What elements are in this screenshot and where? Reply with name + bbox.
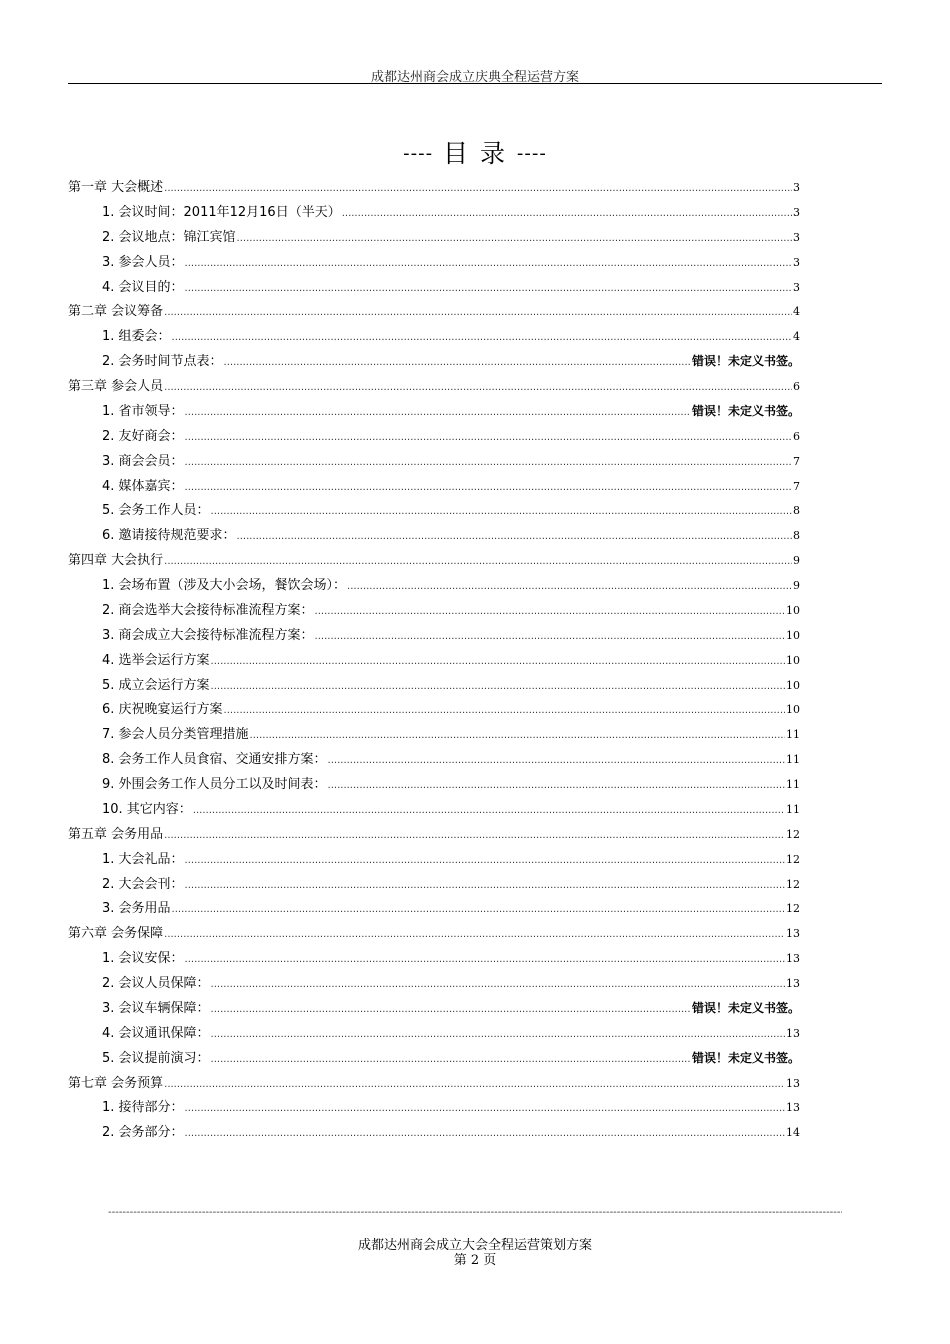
toc-dot-leader — [342, 208, 792, 219]
toc-section-entry[interactable] — [68, 251, 800, 276]
toc-section-entry[interactable] — [68, 972, 800, 997]
toc-section-entry[interactable] — [68, 599, 800, 624]
toc-dot-leader — [185, 482, 792, 493]
toc-entry-page: 13 — [786, 977, 800, 990]
toc-dot-leader — [328, 755, 785, 766]
toc-section-entry[interactable] — [68, 624, 800, 649]
toc-section-entry[interactable] — [68, 873, 800, 898]
toc-entry-page: 3 — [793, 255, 800, 269]
toc-entry-page: 10 — [786, 703, 800, 717]
toc-section-entry[interactable] — [68, 276, 800, 301]
table-of-contents — [68, 176, 800, 1146]
toc-dot-leader — [172, 332, 792, 343]
toc-dot-leader — [315, 606, 785, 617]
toc-dot-leader — [328, 780, 785, 791]
toc-entry-title: 第六章 会务保障 — [68, 926, 164, 942]
header-rule — [68, 83, 882, 84]
toc-dot-leader — [211, 681, 785, 692]
toc-entry-page: 11 — [786, 802, 800, 816]
toc-entry-page: 6 — [793, 429, 800, 443]
toc-entry-page: 8 — [793, 504, 800, 518]
toc-entry-page: 11 — [786, 753, 800, 767]
toc-section-entry[interactable] — [68, 226, 800, 251]
toc-entry-title: 2. 大会会刊： — [102, 876, 184, 892]
toc-dot-leader — [211, 1054, 691, 1065]
toc-entry-title: 1. 组委会： — [102, 329, 171, 345]
toc-entry-page: 10 — [786, 653, 800, 667]
toc-dot-leader — [211, 979, 785, 990]
toc-chapter-entry[interactable] — [68, 300, 800, 325]
toc-section-entry[interactable] — [68, 574, 800, 599]
toc-dot-leader — [224, 705, 785, 716]
toc-dot-leader — [185, 432, 792, 443]
toc-entry-title: 4. 会议通讯保障： — [102, 1025, 210, 1041]
toc-dot-leader — [185, 457, 792, 468]
toc-dot-leader — [164, 382, 792, 393]
toc-heading-text: 目 录 — [443, 139, 507, 168]
toc-entry-page: 3 — [793, 205, 800, 219]
toc-entry-page: 13 — [786, 952, 800, 966]
toc-entry-page: 12 — [786, 877, 800, 891]
toc-entry-title: 3. 会议车辆保障： — [102, 1000, 210, 1016]
toc-entry-title: 第二章 会议筹备 — [68, 304, 164, 320]
toc-entry-title: 2. 会务部分： — [102, 1125, 184, 1141]
toc-entry-page: 10 — [786, 678, 800, 692]
toc-dot-leader — [237, 233, 792, 244]
toc-entry-page: 8 — [793, 529, 800, 543]
toc-dot-leader — [185, 954, 785, 965]
toc-entry-page: 9 — [793, 554, 800, 568]
toc-entry-title: 第三章 参会人员 — [68, 379, 164, 394]
toc-section-entry[interactable] — [68, 997, 800, 1022]
toc-dot-leader — [164, 183, 792, 194]
toc-entry-page: 4 — [793, 330, 800, 344]
toc-section-entry[interactable] — [68, 524, 800, 549]
toc-dot-leader — [347, 581, 792, 592]
toc-dot-leader — [185, 407, 691, 418]
toc-entry-title: 1. 会议时间：2011年12月16日（半天） — [102, 204, 341, 220]
toc-entry-title: 第四章 大会执行 — [68, 553, 164, 569]
footer-dashed-rule — [108, 1210, 842, 1216]
toc-entry-title: 第一章 大会概述 — [68, 180, 164, 195]
toc-dot-leader — [211, 506, 792, 517]
toc-dot-leader — [193, 805, 785, 816]
page-header-title: 成都达州商会成立庆典全程运营方案 — [370, 70, 579, 85]
toc-entry-page: 3 — [793, 230, 800, 244]
toc-dot-leader — [185, 1128, 785, 1139]
toc-entry-page: 13 — [786, 1026, 800, 1040]
toc-section-entry[interactable] — [68, 325, 800, 350]
toc-entry-title: 2. 会务时间节点表： — [102, 354, 223, 370]
toc-dot-leader — [185, 258, 792, 269]
toc-entry-page: 错误！未定义书签。 — [691, 1000, 800, 1015]
toc-dot-leader — [211, 1004, 691, 1015]
toc-section-entry[interactable] — [68, 848, 800, 873]
toc-entry-page: 13 — [786, 1076, 800, 1090]
toc-entry-title: 2. 会议地点：锦江宾馆 — [102, 229, 236, 245]
toc-dot-leader — [185, 855, 785, 866]
toc-entry-title: 10. 其它内容： — [102, 801, 192, 817]
toc-section-entry[interactable] — [68, 798, 800, 823]
toc-entry-title: 1. 会场布置（涉及大小会场，餐饮会场）： — [102, 578, 347, 593]
toc-entry-title: 2. 友好商会： — [102, 428, 184, 444]
toc-section-entry[interactable] — [68, 897, 800, 922]
toc-entry-page: 7 — [793, 454, 800, 468]
toc-entry-page: 6 — [793, 380, 800, 393]
toc-section-entry[interactable] — [68, 1047, 800, 1072]
toc-entry-page: 10 — [786, 603, 800, 617]
toc-dot-leader — [185, 880, 785, 891]
toc-heading-dash-right: ---- — [516, 143, 547, 164]
toc-entry-page: 错误！未定义书签。 — [691, 403, 800, 418]
toc-section-entry[interactable] — [68, 1121, 800, 1146]
toc-dot-leader — [185, 283, 792, 294]
toc-entry-title: 1. 大会礼品： — [102, 851, 184, 867]
toc-entry-title: 1. 接待部分： — [102, 1100, 184, 1116]
toc-entry-page: 11 — [786, 728, 800, 742]
toc-section-entry[interactable] — [68, 425, 800, 450]
toc-section-entry[interactable] — [68, 947, 800, 972]
toc-section-entry[interactable] — [68, 649, 800, 674]
toc-entry-title: 9. 外围会务工作人员分工以及时间表： — [102, 777, 327, 792]
toc-section-entry[interactable] — [68, 723, 800, 748]
toc-entry-title: 7. 参会人员分类管理措施 — [102, 727, 249, 743]
toc-entry-page: 14 — [786, 1126, 800, 1140]
toc-section-entry[interactable] — [68, 1096, 800, 1121]
toc-section-entry[interactable] — [68, 400, 800, 425]
toc-chapter-entry[interactable] — [68, 823, 800, 848]
toc-section-entry[interactable] — [68, 773, 800, 798]
toc-entry-title: 3. 商会成立大会接待标准流程方案： — [102, 627, 314, 643]
toc-section-entry[interactable] — [68, 698, 800, 723]
toc-dot-leader — [237, 531, 792, 542]
toc-entry-title: 3. 参会人员： — [102, 254, 184, 270]
toc-chapter-entry[interactable] — [68, 549, 800, 574]
toc-entry-title: 第五章 会务用品 — [68, 826, 164, 842]
toc-section-entry[interactable] — [68, 350, 800, 375]
toc-entry-page: 4 — [793, 305, 800, 319]
toc-dot-leader — [224, 357, 691, 368]
toc-entry-title: 4. 会议目的： — [102, 279, 184, 295]
toc-entry-page: 13 — [786, 927, 800, 941]
toc-dot-leader — [185, 1103, 785, 1114]
toc-dot-leader — [164, 830, 785, 841]
toc-entry-page: 3 — [793, 181, 800, 194]
toc-entry-page: 9 — [793, 579, 800, 592]
toc-entry-title: 6. 庆祝晚宴运行方案 — [102, 702, 223, 718]
toc-entry-title: 8. 会务工作人员食宿、交通安排方案： — [102, 752, 327, 768]
toc-entry-title: 2. 会议人员保障： — [102, 976, 210, 991]
toc-section-entry[interactable] — [68, 450, 800, 475]
toc-dot-leader — [172, 904, 785, 915]
toc-entry-page: 12 — [786, 827, 800, 841]
toc-section-entry[interactable] — [68, 674, 800, 699]
toc-entry-title: 3. 商会会员： — [102, 453, 184, 469]
toc-section-entry[interactable] — [68, 475, 800, 500]
toc-entry-page: 7 — [793, 479, 800, 493]
toc-dot-leader — [250, 730, 785, 741]
toc-dot-leader — [211, 1029, 785, 1040]
toc-entry-title: 4. 选举会运行方案 — [102, 652, 210, 668]
toc-dot-leader — [211, 656, 785, 667]
toc-entry-page: 12 — [786, 902, 800, 916]
toc-heading-dash-left: ---- — [403, 143, 434, 164]
toc-entry-page: 13 — [786, 1101, 800, 1115]
toc-section-entry[interactable] — [68, 1022, 800, 1047]
toc-heading — [0, 134, 950, 170]
toc-entry-page: 错误！未定义书签。 — [691, 354, 800, 369]
toc-entry-page: 12 — [786, 852, 800, 866]
toc-entry-title: 3. 会务用品 — [102, 901, 171, 917]
toc-dot-leader — [164, 929, 785, 940]
page-number: 第 2 页 — [453, 1253, 497, 1268]
toc-entry-title: 4. 媒体嘉宾： — [102, 478, 184, 494]
toc-chapter-entry[interactable] — [68, 176, 800, 201]
toc-dot-leader — [164, 1079, 785, 1090]
toc-entry-title: 1. 省市领导： — [102, 403, 184, 419]
toc-section-entry[interactable] — [68, 499, 800, 524]
toc-chapter-entry[interactable] — [68, 375, 800, 400]
toc-entry-title: 第七章 会务预算 — [68, 1075, 164, 1091]
toc-entry-page: 11 — [786, 778, 800, 791]
toc-entry-title: 2. 商会选举大会接待标准流程方案： — [102, 602, 314, 618]
toc-chapter-entry[interactable] — [68, 922, 800, 947]
toc-entry-page: 错误！未定义书签。 — [691, 1050, 800, 1065]
toc-section-entry[interactable] — [68, 201, 800, 226]
toc-section-entry[interactable] — [68, 748, 800, 773]
toc-entry-title: 5. 会务工作人员： — [102, 503, 210, 519]
toc-entry-title: 5. 成立会运行方案 — [102, 677, 210, 693]
toc-dot-leader — [164, 556, 792, 567]
toc-entry-page: 3 — [793, 280, 800, 294]
toc-entry-page: 10 — [786, 628, 800, 642]
toc-dot-leader — [164, 307, 792, 318]
toc-chapter-entry[interactable] — [68, 1072, 800, 1097]
toc-dot-leader — [315, 631, 785, 642]
toc-entry-title: 6. 邀请接待规范要求： — [102, 528, 236, 544]
toc-entry-title: 1. 会议安保： — [102, 951, 184, 967]
toc-entry-title: 5. 会议提前演习： — [102, 1050, 210, 1066]
page-footer-title: 成都达州商会成立大会全程运营策划方案 — [357, 1238, 592, 1253]
